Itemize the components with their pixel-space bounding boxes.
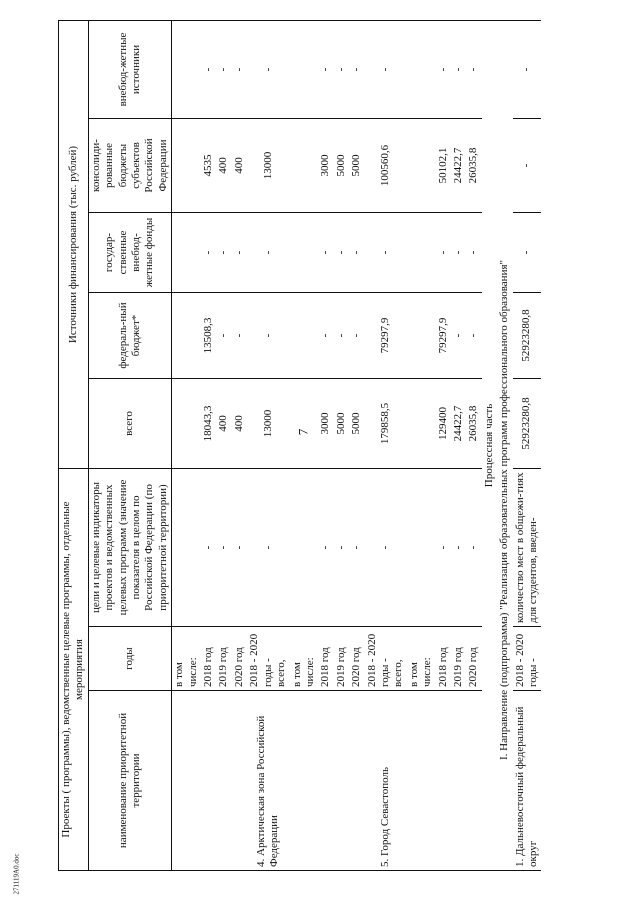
cell-territory	[318, 691, 333, 871]
cell-years: 2019 год	[334, 627, 349, 691]
cell-total: 24422,7	[451, 379, 466, 469]
cell-state-funds: -	[318, 213, 333, 293]
cell-extra	[172, 21, 201, 119]
cell-extra: -	[216, 21, 231, 119]
cell-years: в том числе:	[172, 627, 201, 691]
cell-indicator: -	[247, 469, 289, 627]
cell-indicator: -	[365, 469, 407, 627]
cell-years: в том числе:	[290, 627, 319, 691]
cell-years: 2018 - 2020 годы -	[513, 627, 542, 691]
cell-state-funds: -	[216, 213, 231, 293]
cell-regional: 400	[216, 119, 231, 213]
table-row	[365, 21, 407, 871]
cell-federal: 79297,9	[436, 293, 451, 379]
cell-years: 2019 год	[216, 627, 231, 691]
col-territory-header: наименование приоритетной территории	[88, 691, 171, 871]
cell-state-funds: -	[365, 213, 407, 293]
cell-extra: -	[318, 21, 333, 119]
cell-federal: 52923280,8	[513, 293, 542, 379]
cell-years: 2018 - 2020 годы - всего,	[365, 627, 407, 691]
cell-total	[290, 379, 319, 469]
cell-federal: 13508,3	[201, 293, 216, 379]
page-number: 7	[295, 428, 311, 436]
subsection-title: I. Направление (подпрограмма) "Реализация образовательных программ профессионального образования"	[497, 21, 512, 871]
cell-years: 2020 год	[466, 627, 481, 691]
cell-state-funds: -	[451, 213, 466, 293]
cell-federal: -	[216, 293, 231, 379]
table-row	[349, 21, 364, 871]
cell-state-funds	[172, 213, 201, 293]
col-federal-header: федераль-ный бюджет*	[88, 293, 171, 379]
col-total-header: всего	[88, 379, 171, 469]
cell-federal: -	[247, 293, 289, 379]
section-title: Процессная часть	[482, 21, 497, 871]
cell-total: 3000	[318, 379, 333, 469]
cell-extra: -	[334, 21, 349, 119]
cell-extra: -	[365, 21, 407, 119]
cell-territory	[436, 691, 451, 871]
cell-extra: -	[436, 21, 451, 119]
table-row	[216, 21, 231, 871]
cell-extra: -	[451, 21, 466, 119]
table-row	[247, 21, 289, 871]
cell-total: 179858,5	[365, 379, 407, 469]
cell-territory	[201, 691, 216, 871]
cell-regional: 4535	[201, 119, 216, 213]
cell-extra: -	[349, 21, 364, 119]
cell-indicator: -	[216, 469, 231, 627]
cell-indicator	[407, 469, 436, 627]
cell-territory	[290, 691, 319, 871]
cell-indicator: -	[334, 469, 349, 627]
cell-state-funds: -	[232, 213, 247, 293]
cell-regional	[290, 119, 319, 213]
document-id: 271119A0.doc	[12, 853, 21, 895]
cell-years: 2019 год	[451, 627, 466, 691]
cell-years: 2020 год	[349, 627, 364, 691]
cell-regional: 50102,1	[436, 119, 451, 213]
cell-extra: -	[466, 21, 481, 119]
financing-table	[58, 20, 541, 871]
cell-indicator: -	[451, 469, 466, 627]
table-row	[451, 21, 466, 871]
cell-territory	[451, 691, 466, 871]
table-row	[407, 21, 436, 871]
cell-territory	[407, 691, 436, 871]
cell-territory	[466, 691, 481, 871]
cell-years: в том числе:	[407, 627, 436, 691]
cell-territory	[349, 691, 364, 871]
cell-federal: -	[318, 293, 333, 379]
cell-federal: -	[334, 293, 349, 379]
table-row	[290, 21, 319, 871]
cell-state-funds: -	[436, 213, 451, 293]
cell-years: 2018 год	[201, 627, 216, 691]
cell-state-funds	[290, 213, 319, 293]
cell-regional	[407, 119, 436, 213]
cell-years: 2018 год	[436, 627, 451, 691]
cell-state-funds: -	[466, 213, 481, 293]
table-row	[172, 21, 201, 871]
cell-indicator: -	[349, 469, 364, 627]
cell-extra: -	[232, 21, 247, 119]
cell-extra	[407, 21, 436, 119]
cell-regional	[172, 119, 201, 213]
col-regional-header: консолиди-рованные бюджеты субъектов Российской Федерации	[88, 119, 171, 213]
cell-total: 129400	[436, 379, 451, 469]
cell-indicator: количество мест в общежи-тиях для студентов, введен-	[513, 469, 542, 627]
cell-regional: 5000	[334, 119, 349, 213]
cell-state-funds: -	[334, 213, 349, 293]
cell-federal: -	[232, 293, 247, 379]
cell-regional: 5000	[349, 119, 364, 213]
cell-total: 5000	[334, 379, 349, 469]
cell-total	[407, 379, 436, 469]
cell-regional: 24422,7	[451, 119, 466, 213]
group-header: Проекты ( программы), ведомственные целевые программы, отдельные мероприятия	[59, 469, 89, 871]
col-indicators-header: цели и целевые индикаторы проектов и ведомственных целевых программ (значение показателя в целом по Российской Федерации (по приоритетной территории)	[88, 469, 171, 627]
cell-regional: 400	[232, 119, 247, 213]
cell-territory	[172, 691, 201, 871]
cell-federal: -	[451, 293, 466, 379]
cell-total: 5000	[349, 379, 364, 469]
cell-federal: -	[466, 293, 481, 379]
cell-regional: 3000	[318, 119, 333, 213]
cell-extra: -	[247, 21, 289, 119]
cell-years: 2018 год	[318, 627, 333, 691]
cell-extra: -	[201, 21, 216, 119]
cell-territory: 4. Арктическая зона Российской Федерации	[247, 691, 289, 871]
cell-total: 400	[232, 379, 247, 469]
cell-territory: 5. Город Севастополь	[365, 691, 407, 871]
cell-regional: 13000	[247, 119, 289, 213]
table-row	[201, 21, 216, 871]
cell-territory	[216, 691, 231, 871]
finance-group-header: Источники финансирования (тыс. рублей)	[59, 21, 89, 469]
cell-indicator	[172, 469, 201, 627]
table-row	[318, 21, 333, 871]
cell-regional: 100560,6	[365, 119, 407, 213]
col-state-funds-header: государ-ственные внебюд-жетные фонды	[88, 213, 171, 293]
cell-indicator: -	[232, 469, 247, 627]
cell-total: 18043,3	[201, 379, 216, 469]
table-row	[334, 21, 349, 871]
cell-federal	[172, 293, 201, 379]
cell-regional: 26035,8	[466, 119, 481, 213]
cell-state-funds: -	[349, 213, 364, 293]
cell-indicator: -	[466, 469, 481, 627]
cell-total: 52923280,8	[513, 379, 542, 469]
cell-federal: -	[349, 293, 364, 379]
cell-total: 13000	[247, 379, 289, 469]
cell-years: 2020 год	[232, 627, 247, 691]
table-row	[436, 21, 451, 871]
col-years-header: годы	[88, 627, 171, 691]
table-row	[232, 21, 247, 871]
cell-years: 2018 - 2020 годы - всего,	[247, 627, 289, 691]
cell-regional: -	[513, 119, 542, 213]
table-body	[172, 21, 482, 871]
cell-territory	[232, 691, 247, 871]
cell-federal: 79297,9	[365, 293, 407, 379]
table-row	[513, 21, 542, 871]
cell-total: 400	[216, 379, 231, 469]
cell-indicator: -	[318, 469, 333, 627]
cell-state-funds	[407, 213, 436, 293]
col-extra-header: внебюд-жетные источники	[88, 21, 171, 119]
cell-indicator: -	[201, 469, 216, 627]
cell-indicator	[290, 469, 319, 627]
cell-state-funds: -	[201, 213, 216, 293]
cell-federal	[407, 293, 436, 379]
cell-total: 26035,8	[466, 379, 481, 469]
cell-federal	[290, 293, 319, 379]
cell-state-funds: -	[247, 213, 289, 293]
cell-state-funds: -	[513, 213, 542, 293]
cell-territory: 1. Дальневосточный федеральный округ	[513, 691, 542, 871]
cell-extra	[290, 21, 319, 119]
cell-extra: -	[513, 21, 542, 119]
cell-total	[172, 379, 201, 469]
table-row	[466, 21, 481, 871]
cell-territory	[334, 691, 349, 871]
cell-indicator: -	[436, 469, 451, 627]
